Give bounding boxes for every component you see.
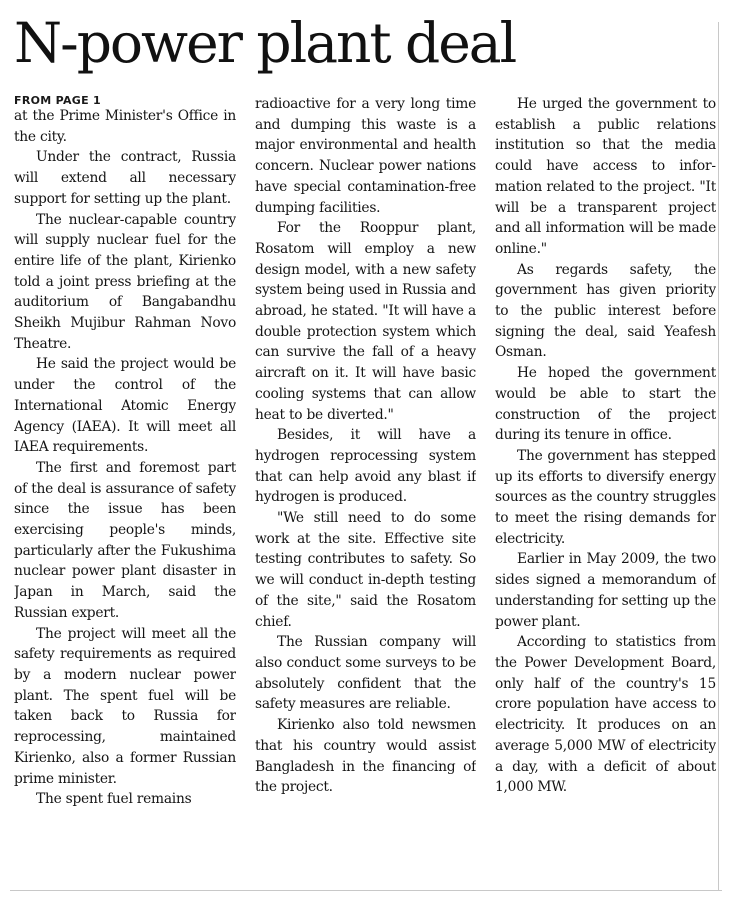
- paragraph: Earlier in May 2009, the two sides signed a memorandum of understanding for setting up the power plant.: [495, 551, 716, 630]
- column-rule: [718, 22, 719, 890]
- paragraph: The first and foremost part of the deal is assurance of safety since the issue has been exercising people's minds, particularly after the Fukushima nuclear power plant disaster in Japan in March, said the Russian expert.: [14, 459, 236, 621]
- paragraph: He hoped the government would be able to start the construction of the project during its tenure in office.: [495, 365, 716, 444]
- paragraph: Besides, it will have a hydrogen reprocessing system that can help avoid any blast if hydrogen is produced.: [255, 427, 476, 506]
- paragraph: As regards safety, the government has given priority to the public interest before signing the deal, said Yeafesh Osman.: [495, 261, 716, 361]
- paragraph: Kirienko also told newsmen that his country would assist Bangladesh in the financing of the project.: [255, 717, 476, 796]
- continuation-kicker: FROM PAGE 1: [14, 94, 102, 107]
- paragraph: The Russian company will also conduct some surveys to be absolutely confident that the safety measures are reliable.: [255, 634, 476, 713]
- article-column-2: [255, 94, 476, 886]
- paragraph: For the Rooppur plant, Rosatom will employ a new design model, with a new safety system being used in Russia and abroad, he stated. "It will have a double protection system which can survive the fall of a heavy aircraft on it. It will have basic cooling systems that can allow heat to be diverted.": [255, 220, 476, 423]
- paragraph: Under the contract, Russia will extend all necessary support for setting up the plant.: [14, 149, 236, 207]
- paragraph: "We still need to do some work at the site. Effective site testing contributes to safety. So we will conduct in-depth testing of the site," said the Rosatom chief.: [255, 510, 476, 630]
- paragraph: at the Prime Minister's Office in the city.: [14, 108, 236, 145]
- paragraph: The government has stepped up its efforts to diversify energy sources as the country struggles to meet the rising demands for electricity.: [495, 447, 716, 547]
- paragraph: The nuclear-capable country will supply nuclear fuel for the entire life of the plant, Kirienko told a joint press briefing at the auditorium of Bangabandhu Sheikh Mujibur Rahman Novo Theatre.: [14, 211, 236, 352]
- article-column-1: [14, 94, 236, 886]
- paragraph: According to statistics from the Power Development Board, only half of the country's 15 crore population have access to electricity. It produces on an average 5,000 MW of electricity a day, with a deficit of about 1,000 MW.: [495, 634, 716, 796]
- bottom-rule: [10, 890, 722, 891]
- paragraph: The spent fuel remains: [36, 791, 192, 808]
- article-column-3: [495, 94, 716, 886]
- paragraph: radioactive for a very long time and dumping this waste is a major environmental and health concern. Nuclear power nations have special contamination-free dumping facilities.: [255, 96, 476, 216]
- headline: N-power plant deal: [14, 11, 516, 75]
- paragraph: The project will meet all the safety requirements as required by a modern nuclear power plant. The spent fuel will be taken back to Russia for reprocessing, maintained Kirienko, also a former Russian prime minister.: [14, 625, 236, 787]
- paragraph: He urged the government to establish a public relations institution so that the media could have access to information related to the project. "It will be a transparent project and all information will be made online.": [495, 96, 716, 257]
- paragraph: He said the project would be under the control of the International Atomic Energy Agency (IAEA). It will meet all IAEA requirements.: [14, 356, 236, 456]
